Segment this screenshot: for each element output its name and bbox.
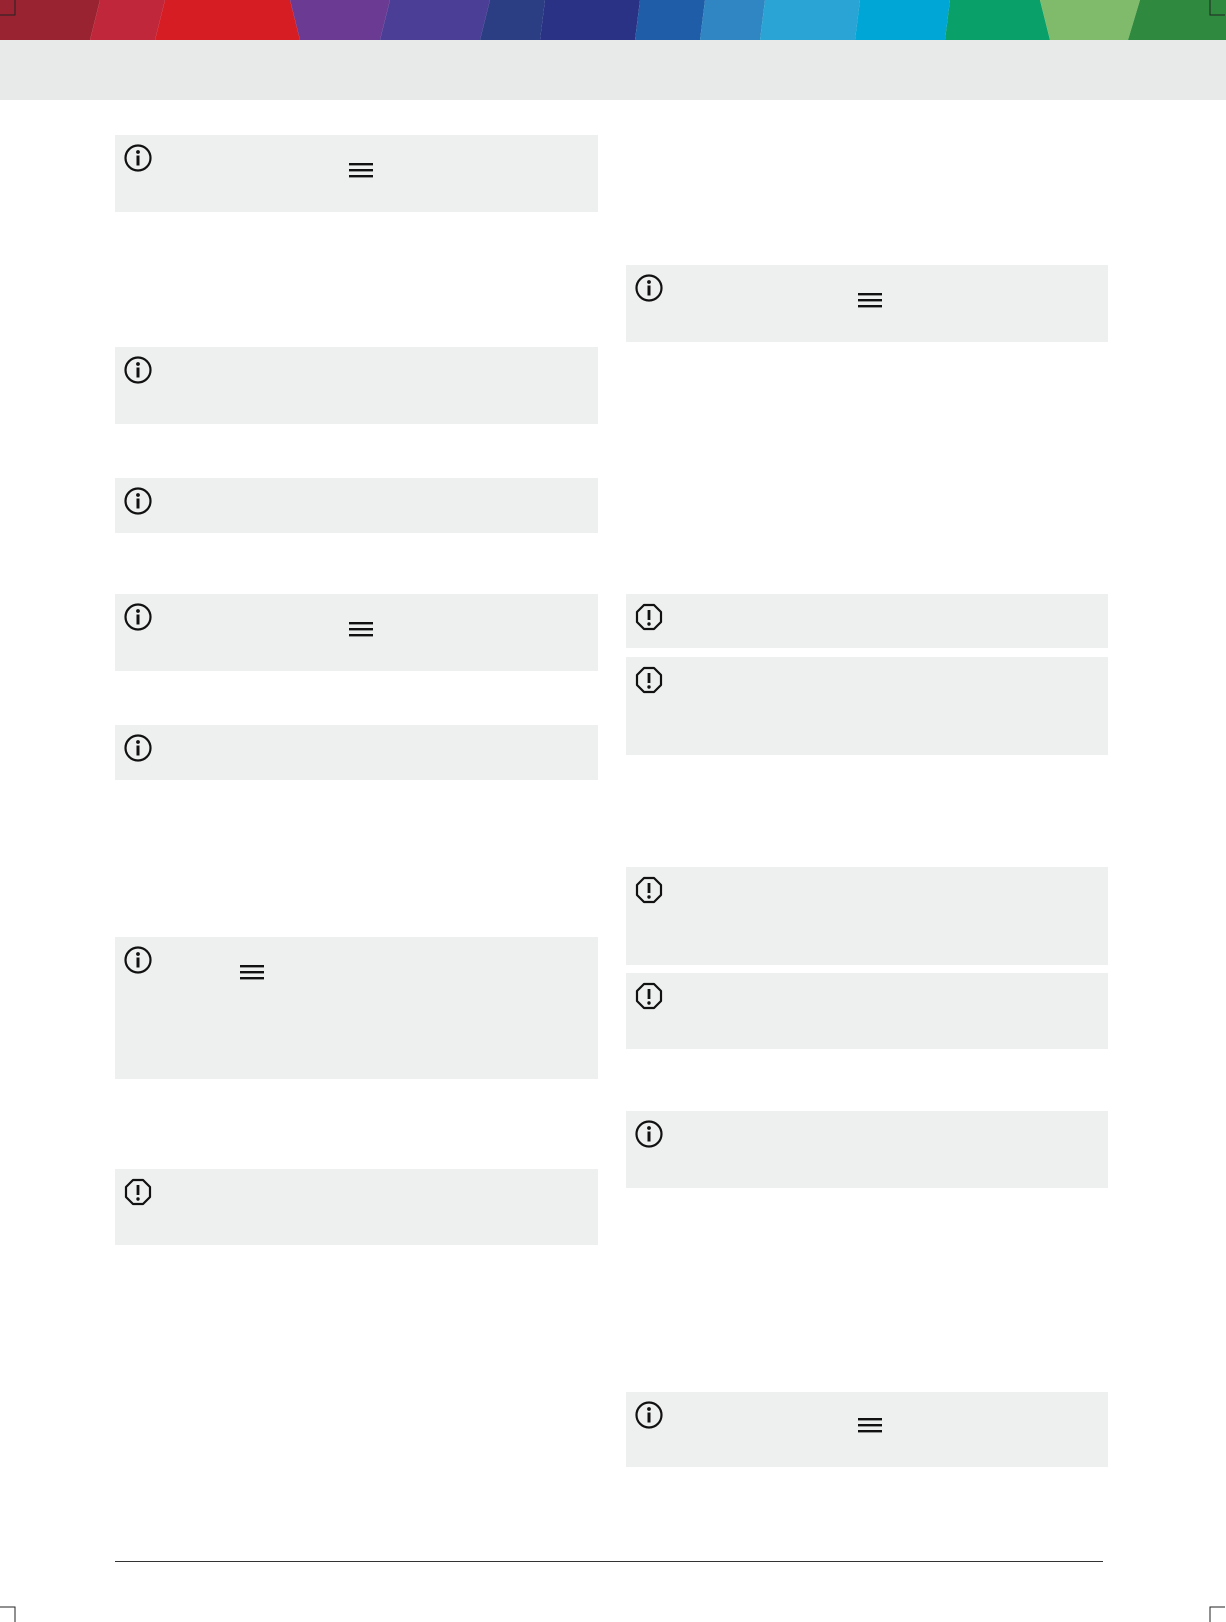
trim-mark-top-left xyxy=(0,0,16,16)
info-note-box xyxy=(115,725,598,780)
warning-icon xyxy=(634,875,664,905)
warning-note-box xyxy=(626,657,1108,755)
trim-mark-bottom-left xyxy=(0,1606,16,1622)
info-icon xyxy=(123,602,153,632)
warning-note-box xyxy=(115,1169,598,1245)
warning-note-box xyxy=(626,867,1108,965)
info-icon xyxy=(634,1400,664,1430)
warning-icon xyxy=(123,1177,153,1207)
menu-icon xyxy=(858,291,882,309)
footer-rule xyxy=(115,1561,1103,1562)
info-icon xyxy=(123,945,153,975)
warning-icon xyxy=(634,602,664,632)
info-note-box xyxy=(115,347,598,424)
header-band xyxy=(0,40,1226,100)
header-color-band xyxy=(0,0,1226,40)
warning-note-box xyxy=(626,973,1108,1049)
info-note-box xyxy=(115,135,598,212)
warning-icon xyxy=(634,665,664,695)
info-note-box xyxy=(626,1111,1108,1188)
menu-icon xyxy=(349,161,373,179)
menu-icon xyxy=(240,963,264,981)
warning-icon xyxy=(634,981,664,1011)
menu-icon xyxy=(858,1416,882,1434)
info-icon xyxy=(634,273,664,303)
info-icon xyxy=(634,1119,664,1149)
trim-mark-bottom-right xyxy=(1209,1606,1225,1622)
header-color-band-graphic xyxy=(0,0,1226,40)
info-note-box xyxy=(626,1392,1108,1467)
menu-icon xyxy=(349,620,373,638)
info-icon xyxy=(123,143,153,173)
info-icon xyxy=(123,733,153,763)
info-icon xyxy=(123,486,153,516)
info-icon xyxy=(123,355,153,385)
trim-mark-top-right xyxy=(1209,0,1225,16)
info-note-box xyxy=(115,594,598,671)
info-note-box xyxy=(115,937,598,1079)
info-note-box xyxy=(115,478,598,533)
info-note-box xyxy=(626,265,1108,342)
warning-note-box xyxy=(626,594,1108,648)
